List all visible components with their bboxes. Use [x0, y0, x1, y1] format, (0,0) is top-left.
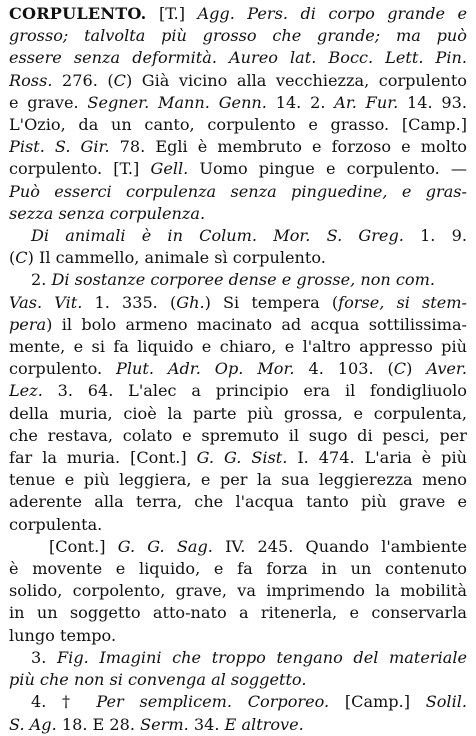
text-segment: I. 474. L'aria è più [287, 448, 467, 468]
italic-text: Gh. [176, 292, 205, 312]
text-line [9, 580, 467, 602]
italic-text: E altrove. [224, 714, 304, 734]
text-segment: 14. 93. [398, 92, 467, 112]
italic-text: pera [9, 314, 47, 334]
italic-text: Segner. Mann. Genn. [87, 92, 267, 112]
text-segment: ) Si tempera ( [204, 292, 339, 312]
text-line [9, 336, 467, 358]
text-segment: ) Già vicino alla vecchiezza, corpulento [125, 70, 467, 90]
italic-text: Gell. [150, 159, 189, 179]
text-segment: 4. 103. ( [294, 359, 394, 379]
text-segment: corpulento. [T.] [9, 159, 151, 179]
text-line [9, 669, 467, 691]
text-segment: IV. 245. Quando l'ambiente [212, 536, 467, 556]
text-segment: corpulenta. [9, 514, 103, 534]
text-segment: solido, corpolento, grave, va imprimendo la mobilità [9, 581, 467, 601]
text-segment: è movente e liquido, e fa forza in un contenuto [9, 559, 467, 579]
text-line [9, 558, 467, 580]
text-segment: L'Ozio, da un canto, corpulento e grasso. [Camp.] [9, 115, 467, 135]
text-segment: lungo tempo. [9, 625, 117, 645]
text-segment: ( [9, 248, 16, 268]
text-line [9, 491, 467, 513]
italic-text: Solil. [425, 692, 467, 712]
italic-text: G. G. Sag. [117, 536, 213, 556]
text-line [9, 158, 467, 180]
italic-text: Agg. Pers. di corpo grande e [197, 4, 467, 23]
italic-text: C [113, 70, 126, 90]
text-line [9, 602, 467, 624]
text-segment: e grave. [9, 92, 88, 112]
text-line [9, 380, 467, 402]
italic-text: C [393, 359, 407, 379]
text-line [9, 403, 467, 425]
text-line [9, 425, 467, 447]
italic-text: grosso; talvolta più grosso che grande; ma può [9, 26, 467, 46]
text-line [9, 47, 467, 69]
text-line [9, 647, 467, 669]
text-segment: 276. ( [52, 70, 114, 90]
italic-text: forse, si stem- [338, 292, 467, 312]
text-segment: Uomo pingue e corpulento. — [188, 159, 467, 179]
text-segment: 78. Egli è membruto e forzoso e molto [109, 137, 467, 157]
text-line [9, 247, 467, 269]
text-line [9, 469, 467, 491]
italic-text: Per semplicem. Corporeo. [96, 692, 330, 712]
text-segment: 3. [31, 647, 57, 667]
text-segment: della muria, cioè la parte più grossa, e corpulenta, [9, 403, 467, 423]
italic-text: Fig. Imagini che troppo tengano del materiale [57, 647, 467, 667]
text-segment: 18. E 28. [56, 714, 141, 734]
italic-text: Serm. [140, 714, 189, 734]
text-segment: 4. † [31, 692, 97, 712]
text-line [9, 269, 467, 291]
text-segment: ) Il cammello, animale sì corpulento. [27, 248, 326, 268]
text-line [9, 92, 467, 114]
text-line [9, 292, 467, 314]
italic-text: G. G. Sist. [196, 448, 288, 468]
text-segment: ) [406, 359, 427, 379]
text-line [9, 625, 467, 647]
text-line [9, 136, 467, 158]
italic-text: Ar. Fur. [334, 92, 399, 112]
italic-text: sezza senza corpulenza. [9, 203, 206, 223]
italic-text: Di sostanze corporee dense e grosse, non com. [51, 270, 435, 290]
headword: CORPULENTO. [9, 4, 147, 23]
text-line [9, 514, 467, 536]
text-line [9, 181, 467, 203]
italic-text: Ross. [9, 70, 53, 90]
text-segment: ) il bolo armeno macinato ad acqua sottilissima- [46, 314, 467, 334]
text-line [9, 203, 467, 225]
text-line [9, 536, 467, 558]
text-segment: 3. 64. L'alec a principio era il fondigliuolo [42, 381, 467, 401]
text-segment: corpulento. [9, 359, 117, 379]
text-segment: [Cont.] [49, 536, 118, 556]
text-line [9, 714, 467, 736]
text-segment: 1. 9. [403, 226, 467, 246]
text-line [9, 314, 467, 336]
text-segment: 14. 2. [266, 92, 335, 112]
text-line [9, 3, 467, 25]
italic-text: Di animali è in Colum. Mor. S. Greg. [31, 226, 404, 246]
text-segment: in un soggetto atto-nato a ritenerla, e conservarla [9, 603, 467, 623]
text-segment: tenue e più leggiera, e per la sua leggierezza meno [9, 470, 467, 490]
italic-text: Plut. Adr. Op. Mor. [116, 359, 295, 379]
italic-text: C [15, 248, 28, 268]
text-segment: [T.] [146, 4, 198, 23]
text-line [9, 70, 467, 92]
text-segment: far la muria. [Cont.] [9, 448, 197, 468]
italic-text: più che non si convenga al soggetto. [9, 670, 307, 690]
text-segment: aderente alla terra, che l'acqua tanto più grave e [9, 492, 467, 512]
text-line [9, 114, 467, 136]
text-line [9, 25, 467, 47]
text-segment: mente, e si fa liquido e chiaro, e l'altro appresso più [9, 337, 467, 357]
text-segment: che restava, colato e spremuto il sugo di pesci, per [9, 425, 467, 445]
text-segment: [Camp.] [329, 692, 426, 712]
text-segment: 1. 335. ( [82, 292, 177, 312]
italic-text: S. Ag. [9, 714, 57, 734]
text-segment: 2. [31, 270, 52, 290]
text-line [9, 225, 467, 247]
italic-text: Vas. Vit. [9, 292, 83, 312]
text-line [9, 447, 467, 469]
italic-text: Aver. [426, 359, 467, 379]
italic-text: essere senza deformità. Aureo lat. Bocc. Lett. Pin. [9, 48, 467, 68]
italic-text: Lez. [9, 381, 43, 401]
text-segment: 34. [188, 714, 225, 734]
italic-text: Pist. S. Gir. [9, 137, 110, 157]
dictionary-entry-corpulento [9, 3, 467, 736]
text-line [9, 358, 467, 380]
italic-text: Può esserci corpulenza senza pinguedine, e gras- [9, 181, 467, 201]
